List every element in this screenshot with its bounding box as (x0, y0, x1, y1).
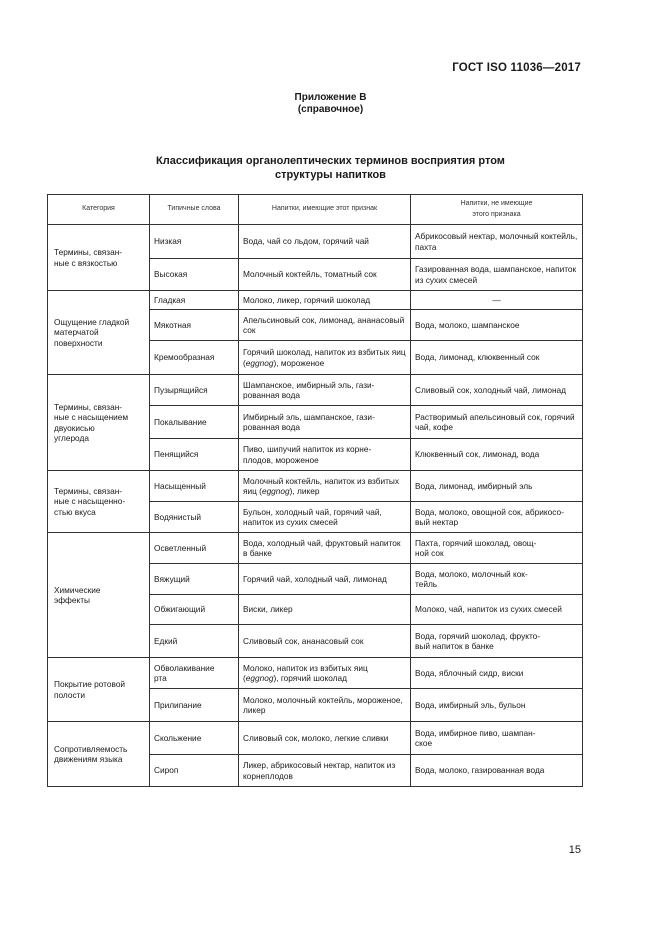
word-cell: Обволакивание рта (150, 658, 239, 689)
without-cell: Абрикосовый нектар, молочный коктейль, пахта (411, 225, 583, 259)
without-cell: Вода, яблочный сидр, виски (411, 658, 583, 689)
col-header-drinks-with: Напитки, имеющие этот признак (239, 195, 411, 225)
category-cell: Покрытие ротовой полости (48, 658, 150, 722)
with-cell: Имбирный эль, шампанское, гази- рованная вода (239, 406, 411, 439)
col-header-category: Категория (48, 195, 150, 225)
table-row (48, 722, 583, 755)
without-cell: Пахта, горячий шоколад, овощ- ной сок (411, 533, 583, 564)
table-title (100, 154, 561, 182)
col-header-drinks-without-line1: Напитки, не имеющие (460, 200, 533, 208)
table-row (48, 375, 583, 406)
with-text-b: ), мороженое (273, 357, 325, 368)
table-row (48, 225, 583, 259)
without-cell: Молоко, чай, напиток из сухих смесей (411, 595, 583, 625)
without-cell: Газированная вода, шампанское, напиток из сухих смесей (411, 259, 583, 291)
with-text-b: ), горячий шоколад (273, 673, 347, 683)
with-cell: Виски, ликер (239, 595, 411, 625)
page-number: 15 (568, 844, 581, 856)
with-cell: Молоко, молочный коктейль, мороженое, ликер (239, 689, 411, 722)
with-cell: Вода, холодный чай, фруктовый напиток в банке (239, 533, 411, 564)
col-header-drinks-without (411, 195, 583, 225)
with-cell: Бульон, холодный чай, горячий чай, напиток из сухих смесей (239, 502, 411, 533)
word-cell: Вяжущий (150, 564, 239, 595)
appendix-heading (0, 92, 661, 116)
with-text-b: ), ликер (289, 486, 320, 496)
word-cell: Высокая (150, 259, 239, 291)
with-cell (239, 471, 411, 502)
eggnog-term: eggnog (245, 357, 274, 368)
table-header-row (48, 195, 583, 225)
without-cell: Вода, имбирный эль, бульон (411, 689, 583, 722)
table-row (48, 471, 583, 502)
word-cell: Едкий (150, 625, 239, 658)
col-header-drinks-without-line2: этого признака (472, 210, 521, 218)
without-cell: Вода, горячий шоколад, фрукто- вый напиток в банке (411, 625, 583, 658)
table-title-line1: Классификация органолептических терминов восприятия ртом (156, 155, 505, 167)
category-cell: Термины, связан- ные с вязкостью (48, 225, 150, 291)
word-cell: Сироп (150, 755, 239, 787)
without-cell: Вода, лимонад, имбирный эль (411, 471, 583, 502)
without-cell: Вода, лимонад, клюквенный сок (411, 341, 583, 375)
category-cell: Ощущение гладкой матерчатой поверхности (48, 291, 150, 375)
without-cell: Растворимый апельсиновый сок, горячий чай, кофе (411, 406, 583, 439)
with-cell (239, 341, 411, 375)
word-cell: Скольжение (150, 722, 239, 755)
appendix-title: Приложение В (294, 92, 367, 103)
without-cell: Вода, имбирное пиво, шампан- ское (411, 722, 583, 755)
standard-number: ГОСТ ISO 11036—2017 (452, 62, 581, 74)
category-cell: Термины, связан- ные с насыщенно- стью вкуса (48, 471, 150, 533)
word-cell: Обжигающий (150, 595, 239, 625)
with-text-a: Молоко, напиток из взбитых яиц ( (243, 662, 368, 683)
without-cell: Вода, молоко, шампанское (411, 310, 583, 341)
word-cell: Водянистый (150, 502, 239, 533)
with-cell: Сливовый сок, ананасовый сок (239, 625, 411, 658)
table-row (48, 291, 583, 310)
with-cell: Ликер, абрикосовый нектар, напиток из корнеплодов (239, 755, 411, 787)
eggnog-term: eggnog (261, 486, 290, 496)
without-cell: Вода, молоко, молочный кок- тейль (411, 564, 583, 595)
word-cell: Прилипание (150, 689, 239, 722)
without-cell: Клюквенный сок, лимонад, вода (411, 439, 583, 471)
with-cell: Молочный коктейль, томатный сок (239, 259, 411, 291)
word-cell: Насыщенный (150, 471, 239, 502)
with-cell: Шампанское, имбирный эль, гази- рованная вода (239, 375, 411, 406)
col-header-typical-words: Типичные слова (150, 195, 239, 225)
without-cell: — (411, 291, 583, 310)
category-cell: Сопротивляемость движениям языка (48, 722, 150, 787)
with-text-a: Молочный коктейль, напиток из взбитых яиц ( (243, 475, 400, 496)
with-cell: Пиво, шипучий напиток из корне- плодов, мороженое (239, 439, 411, 471)
word-cell: Кремообразная (150, 341, 239, 375)
table-title-line2: структуры напитков (275, 169, 386, 181)
category-cell: Термины, связан- ные с насыщением двуокисью углерода (48, 375, 150, 471)
appendix-note: (справочное) (297, 104, 364, 115)
table-row (48, 533, 583, 564)
with-cell: Сливовый сок, молоко, легкие сливки (239, 722, 411, 755)
word-cell: Покалывание (150, 406, 239, 439)
with-cell (239, 658, 411, 689)
word-cell: Пузырящийся (150, 375, 239, 406)
with-text-a: Горячий шоколад, напиток из взбитых яиц ( (243, 347, 406, 368)
with-cell: Горячий чай, холодный чай, лимонад (239, 564, 411, 595)
eggnog-term: eggnog (245, 673, 274, 683)
word-cell: Низкая (150, 225, 239, 259)
without-cell: Вода, молоко, овощной сок, абрикосо- вый нектар (411, 502, 583, 533)
with-cell: Апельсиновый сок, лимонад, ананасовый сок (239, 310, 411, 341)
classification-table (47, 194, 583, 787)
without-cell: Вода, молоко, газированная вода (411, 755, 583, 787)
word-cell: Мякотная (150, 310, 239, 341)
word-cell: Пенящийся (150, 439, 239, 471)
word-cell: Осветленный (150, 533, 239, 564)
without-cell: Сливовый сок, холодный чай, лимонад (411, 375, 583, 406)
table-row (48, 658, 583, 689)
with-cell: Вода, чай со льдом, горячий чай (239, 225, 411, 259)
category-cell: Химические эффекты (48, 533, 150, 658)
with-cell: Молоко, ликер, горячий шоколад (239, 291, 411, 310)
word-cell: Гладкая (150, 291, 239, 310)
